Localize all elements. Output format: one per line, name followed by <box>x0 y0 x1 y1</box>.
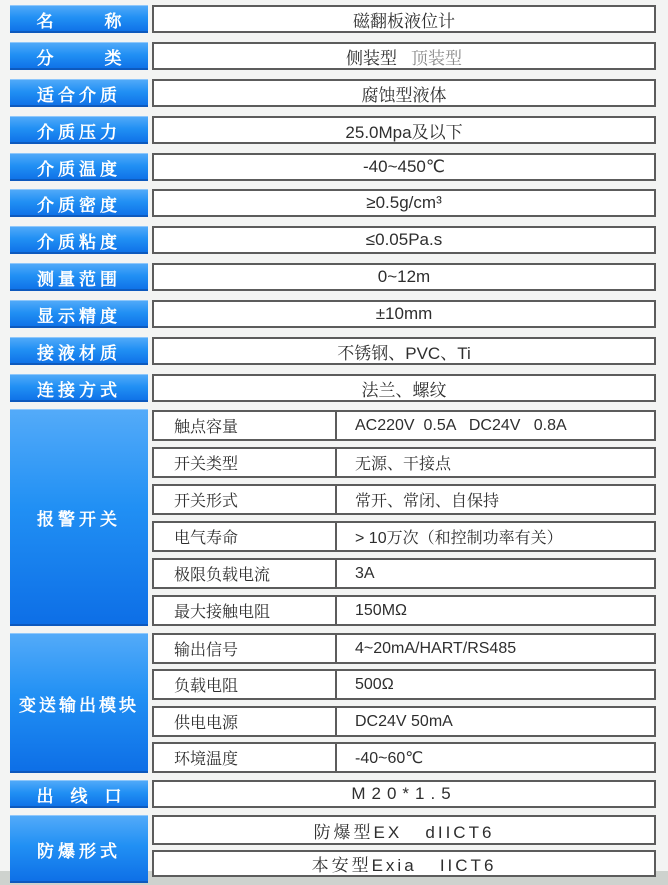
sub-row-name: 负载电阻 <box>154 671 337 698</box>
row-label-density: 介质密度 <box>10 189 148 217</box>
alarm-row-contact-capacity <box>152 410 656 441</box>
sub-row-name: 开关形式 <box>154 486 337 513</box>
transmitter-row-ambient-temperature <box>152 742 656 773</box>
sub-row-name: 电气寿命 <box>154 523 337 550</box>
sub-row-value: AC220V 0.5A DC24V 0.8A <box>355 416 567 434</box>
sub-row-value: 3A <box>355 564 375 582</box>
transmitter-row-load-resistance <box>152 669 656 700</box>
row-value-temperature: -40~450℃ <box>152 153 656 181</box>
row-label-temperature: 介质温度 <box>10 153 148 181</box>
section-label-transmitter-module: 变送输出模块 <box>10 633 148 773</box>
sub-row-name: 供电电源 <box>154 708 337 735</box>
category-top-mounted: 顶装型 <box>411 48 462 68</box>
section-label-explosion-proof: 防爆形式 <box>10 815 148 883</box>
sub-row-name: 最大接触电阻 <box>154 597 337 624</box>
alarm-row-switch-type <box>152 447 656 478</box>
sub-row-name: 输出信号 <box>154 635 337 662</box>
row-value-cable-outlet: M20*1.5 <box>152 780 656 808</box>
sub-row-name: 触点容量 <box>154 412 337 439</box>
row-label-category: 分 类 <box>10 42 148 70</box>
row-value-connection: 法兰、螺纹 <box>152 374 656 402</box>
row-label-cable-outlet: 出 线 口 <box>10 780 148 808</box>
row-value-name: 磁翻板液位计 <box>152 5 656 33</box>
row-value-viscosity: ≤0.05Pa.s <box>152 226 656 254</box>
alarm-row-max-contact-resistance <box>152 595 656 626</box>
sub-row-value: -40~60℃ <box>355 749 424 767</box>
row-label-name: 名 称 <box>10 5 148 33</box>
row-value-wetted-material: 不锈钢、PVC、Ti <box>152 337 656 365</box>
sub-row-name: 极限负载电流 <box>154 560 337 587</box>
row-value-density: ≥0.5g/cm³ <box>152 189 656 217</box>
sub-row-value: 常开、常闭、自保持 <box>355 493 500 510</box>
sub-row-name: 环境温度 <box>154 744 337 771</box>
row-label-range: 测量范围 <box>10 263 148 291</box>
row-value-pressure: 25.0Mpa及以下 <box>152 116 656 144</box>
row-label-wetted-material: 接液材质 <box>10 337 148 365</box>
transmitter-row-output-signal <box>152 633 656 664</box>
sub-row-value: 500Ω <box>355 675 394 693</box>
explosion-proof-type-exia: 本安型Exia IICT6 <box>152 850 656 877</box>
row-label-medium: 适合介质 <box>10 79 148 107</box>
category-side-mounted: 侧装型 <box>346 48 397 68</box>
sub-row-value: > 10万次（和控制功率有关） <box>355 530 563 547</box>
sub-row-name: 开关类型 <box>154 449 337 476</box>
section-label-alarm-switch: 报警开关 <box>10 409 148 626</box>
explosion-proof-type-ex: 防爆型EX dIICT6 <box>152 815 656 845</box>
alarm-row-switch-form <box>152 484 656 515</box>
row-label-viscosity: 介质粘度 <box>10 226 148 254</box>
sub-row-value: 150MΩ <box>355 601 407 619</box>
row-label-pressure: 介质压力 <box>10 116 148 144</box>
row-value-accuracy: ±10mm <box>152 300 656 328</box>
alarm-row-limit-load-current <box>152 558 656 589</box>
sub-row-value: 无源、干接点 <box>355 456 452 473</box>
alarm-row-electrical-life <box>152 521 656 552</box>
row-value-range: 0~12m <box>152 263 656 291</box>
transmitter-row-power-supply <box>152 706 656 737</box>
row-label-accuracy: 显示精度 <box>10 300 148 328</box>
row-label-connection: 连接方式 <box>10 374 148 402</box>
row-value-medium: 腐蚀型液体 <box>152 79 656 107</box>
sub-row-value: 4~20mA/HART/RS485 <box>355 639 517 657</box>
sub-row-value: DC24V 50mA <box>355 712 453 730</box>
row-value-category <box>152 42 656 70</box>
